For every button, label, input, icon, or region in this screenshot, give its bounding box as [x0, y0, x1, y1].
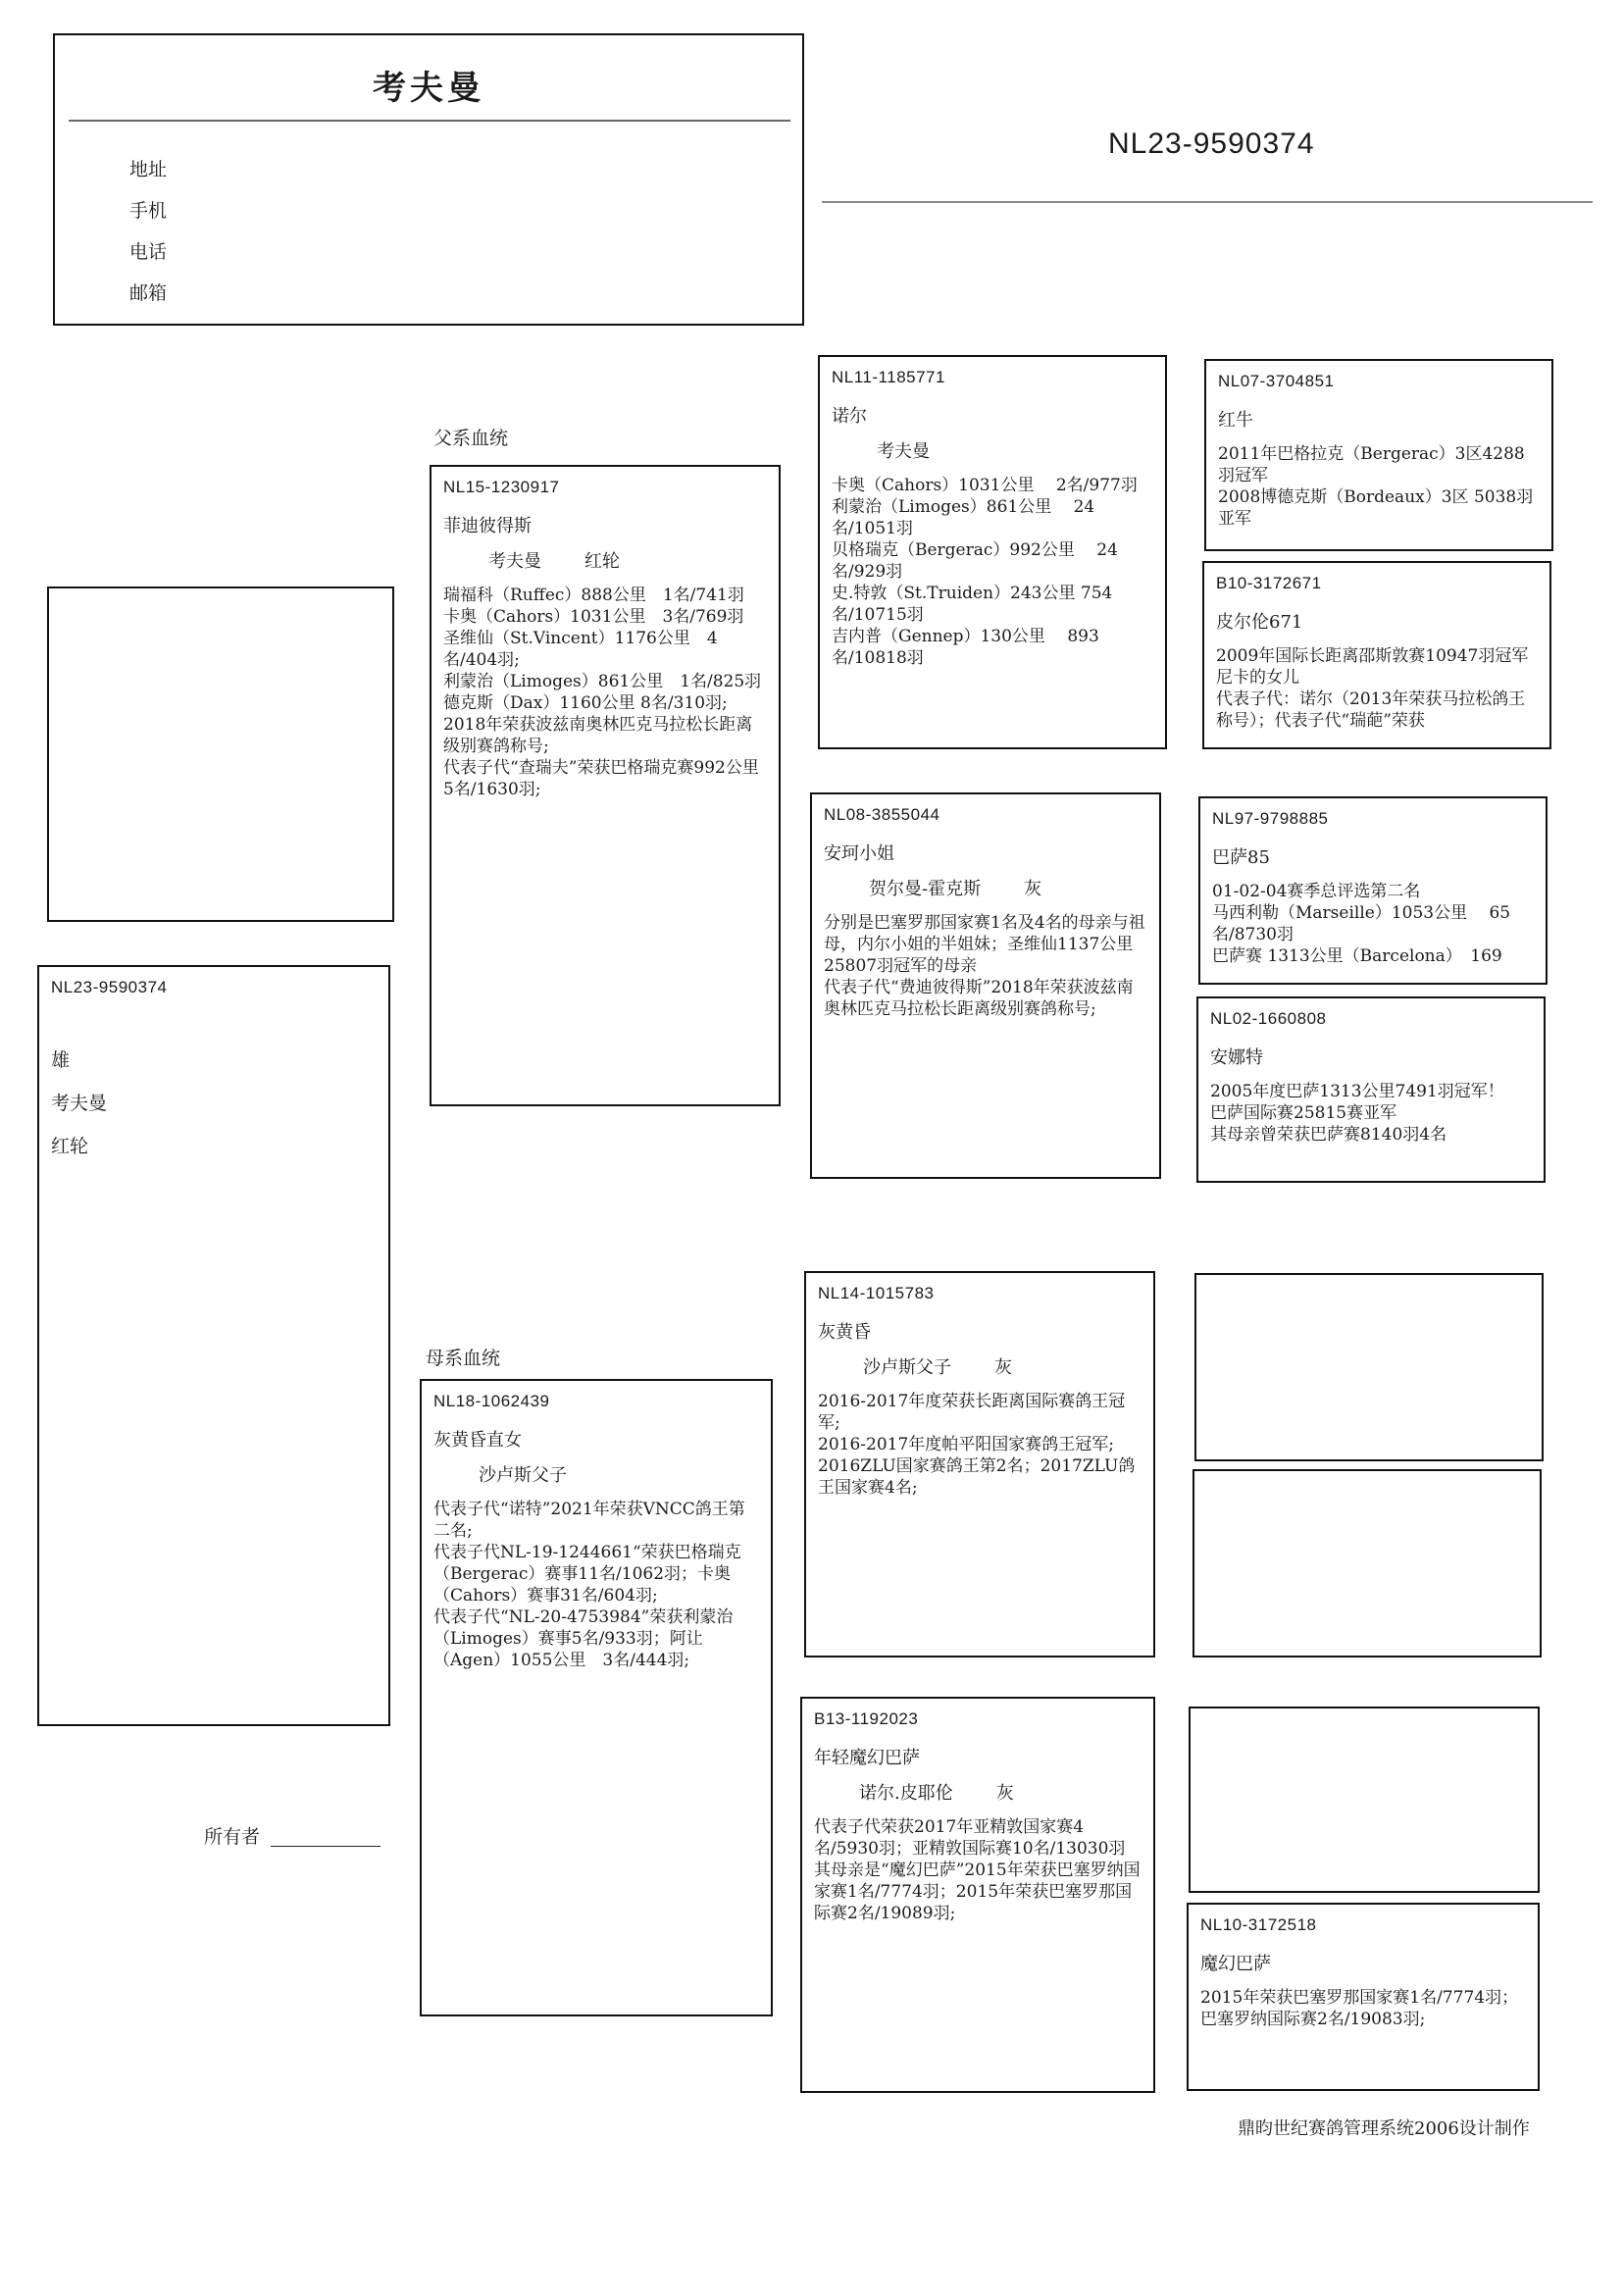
dam-breeder: 沙卢斯父子: [479, 1465, 567, 1486]
subject-breeder: 考夫曼: [51, 1093, 108, 1114]
owner-label: 所有者: [204, 1826, 261, 1848]
sire-sire-achievements: [832, 475, 1153, 669]
dam-section-label: 母系血统: [426, 1348, 501, 1369]
sd-dam-achievements: [1210, 1081, 1532, 1146]
dd-dam-card: [1187, 1903, 1540, 2091]
ss-sire-achievements: [1218, 443, 1540, 530]
sire-sire-breeder: 考夫曼: [877, 441, 930, 462]
achievement: 卡奥（Cahors）1031公里 2名/977羽: [832, 476, 1138, 495]
sire-section-label: 父系血统: [433, 428, 509, 449]
achievement: 代表子代“查瑞夫”荣获巴格瑞克赛992公里5名/1630羽;: [443, 758, 759, 799]
header-ring-rule: [822, 201, 1593, 203]
sire-dam-ring-number: NL08-3855044: [824, 805, 940, 824]
sire-dam-breeder: 贺尔曼-霍克斯: [869, 879, 982, 899]
sd-sire-ring-number: NL97-9798885: [1212, 809, 1329, 828]
sire-breeder: 考夫曼: [488, 551, 541, 572]
email-label: 邮箱: [129, 282, 168, 304]
sire-color: 红轮: [584, 551, 620, 572]
owner-signature-line: [271, 1846, 381, 1847]
sd-dam-ring-number: NL02-1660808: [1210, 1009, 1327, 1028]
footer-credit: 鼎昀世纪赛鸽管理系统2006设计制作: [1238, 2118, 1530, 2139]
achievement: 利蒙治（Limoges）861公里 24名/1051羽: [832, 497, 1095, 538]
achievement: 代表子代“诺特”2021年荣获VNCC鸽王第二名;: [433, 1500, 745, 1541]
achievement: 圣维仙（St.Vincent）1176公里 4名/404羽;: [443, 629, 718, 670]
dam-sire-achievements: [818, 1391, 1142, 1499]
dam-dam-card: [800, 1697, 1155, 2093]
achievement: 2011年巴格拉克（Bergerac）3区4288羽冠军: [1218, 444, 1525, 485]
achievement: 2015年荣获巴塞罗那国家赛1名/7774羽；巴塞罗纳国际赛2名/19083羽;: [1200, 1988, 1519, 2029]
sd-dam-card: [1196, 996, 1546, 1183]
sire-achievements: [443, 585, 767, 800]
sire-dam-name: 安珂小姐: [824, 843, 894, 864]
loft-name: 考夫曼: [373, 69, 484, 108]
ds-sire-card-empty: [1194, 1273, 1544, 1461]
dd-dam-name: 魔幻巴萨: [1200, 1954, 1271, 1974]
achievement: 代表子代：诺尔（2013年荣获马拉松鸽王称号）；代表子代“瑞葩”荣获: [1216, 689, 1526, 731]
achievement: 德克斯（Dax）1160公里 8名/310羽;: [443, 693, 728, 713]
dam-name: 灰黄昏直女: [433, 1430, 522, 1451]
achievement: 01-02-04赛季总评选第二名: [1212, 882, 1421, 901]
achievement: 利蒙治（Limoges）861公里 1名/825羽: [443, 672, 762, 691]
sd-dam-name: 安娜特: [1210, 1047, 1263, 1068]
achievement: 其母亲曾荣获巴萨赛8140羽4名: [1210, 1125, 1447, 1145]
sire-sire-card: [818, 355, 1167, 749]
address-label: 地址: [129, 159, 168, 180]
sire-dam-color: 灰: [1024, 879, 1042, 899]
sd-sire-card: [1198, 796, 1548, 985]
achievement: 其母亲是“魔幻巴萨”2015年荣获巴塞罗纳国家赛1名/7774羽；2015年荣获巴塞罗那国际赛2名/19089羽;: [814, 1861, 1141, 1923]
phone-label: 电话: [129, 241, 168, 263]
achievement: 2016-2017年度荣获长距离国际赛鸽王冠军;: [818, 1392, 1126, 1433]
sire-sire-name: 诺尔: [832, 406, 867, 427]
dd-dam-ring-number: NL10-3172518: [1200, 1915, 1317, 1934]
sd-sire-name: 巴萨85: [1212, 847, 1270, 868]
ss-sire-name: 红牛: [1218, 410, 1253, 431]
achievement: 吉内普（Gennep）130公里 893名/10818羽: [832, 627, 1099, 668]
achievement: 卡奥（Cahors）1031公里 3名/769羽: [443, 607, 744, 627]
dam-ring-number: NL18-1062439: [433, 1392, 550, 1410]
subject-color: 红轮: [51, 1136, 89, 1157]
mobile-label: 手机: [129, 200, 168, 222]
achievement: 瑞福科（Ruffec）888公里 1名/741羽: [443, 586, 744, 605]
dd-dam-achievements: [1200, 1987, 1526, 2030]
ss-dam-card: [1202, 561, 1551, 749]
achievement: 2009年国际长距离邵斯敦赛10947羽冠军尼卡的女儿: [1216, 646, 1529, 688]
subject-ring-number: NL23-9590374: [51, 978, 168, 996]
dam-dam-name: 年轻魔幻巴萨: [814, 1748, 920, 1768]
achievement: 代表子代“费迪彼得斯”2018年荣获波兹南奥林匹克马拉松长距离级别赛鸽称号;: [824, 978, 1134, 1019]
achievement: 巴萨赛 1313公里（Barcelona） 169: [1212, 946, 1502, 966]
sire-dam-card: [810, 792, 1161, 1179]
achievement: 代表子代荣获2017年亚精敦国家赛4名/5930羽；亚精敦国际赛10名/13030羽: [814, 1817, 1126, 1859]
achievement: 马西利勒（Marseille）1053公里 65名/8730羽: [1212, 903, 1511, 944]
dam-sire-card: [804, 1271, 1155, 1657]
ss-dam-name: 皮尔伦671: [1216, 612, 1303, 633]
achievement: 代表子代“NL-20-4753984”荣获利蒙治（Limoges）赛事5名/933羽；阿让（Agen）1055公里 3名/444羽;: [433, 1607, 734, 1670]
ss-dam-ring-number: B10-3172671: [1216, 574, 1322, 592]
dd-sire-card-empty: [1189, 1707, 1540, 1893]
achievement: 2016ZLU国家赛鸽王第2名；2017ZLU鸽王国家赛4名;: [818, 1456, 1136, 1498]
ss-sire-ring-number: NL07-3704851: [1218, 372, 1335, 390]
subject-pigeon-card: [37, 965, 390, 1726]
dam-dam-color: 灰: [995, 1783, 1014, 1804]
dam-dam-achievements: [814, 1816, 1142, 1924]
dam-sire-breeder: 沙卢斯父子: [863, 1357, 951, 1378]
achievement: 贝格瑞克（Bergerac）992公里 24名/929羽: [832, 540, 1118, 582]
achievement: 2016-2017年度帕平阳国家赛鸽王冠军;: [818, 1435, 1114, 1454]
dam-sire-name: 灰黄昏: [818, 1322, 871, 1343]
dam-dam-breeder: 诺尔.皮耶伦: [859, 1783, 953, 1804]
achievement: 巴萨国际赛25815赛亚军: [1210, 1103, 1397, 1123]
header-ring-number: NL23-9590374: [1108, 127, 1315, 160]
ds-dam-card-empty: [1193, 1469, 1542, 1657]
sire-ring-number: NL15-1230917: [443, 478, 560, 496]
sire-dam-achievements: [824, 912, 1147, 1020]
dam-sire-color: 灰: [994, 1357, 1012, 1378]
sire-card: [430, 465, 781, 1106]
dam-achievements: [433, 1499, 759, 1671]
dam-card: [420, 1379, 773, 2016]
achievement: 史.特敦（St.Truiden）243公里 754名/10715羽: [832, 584, 1113, 625]
sd-sire-achievements: [1212, 881, 1534, 967]
ss-dam-achievements: [1216, 645, 1538, 732]
dam-dam-ring-number: B13-1192023: [814, 1709, 919, 1728]
achievement: 2008博德克斯（Bordeaux）3区 5038羽 亚军: [1218, 487, 1534, 529]
header-divider: [69, 120, 790, 122]
sire-name: 菲迪彼得斯: [443, 516, 532, 536]
achievement: 代表子代NL-19-1244661“荣获巴格瑞克（Bergerac）赛事11名/1062羽；卡奥（Cahors）赛事31名/604羽;: [433, 1543, 741, 1606]
achievement: 分别是巴塞罗那国家赛1名及4名的母亲与祖母，内尔小姐的半姐妹；圣维仙1137公里25807羽冠军的母亲: [824, 913, 1145, 976]
sire-sire-ring-number: NL11-1185771: [832, 368, 945, 386]
photo-box: [47, 586, 394, 922]
header-box: [53, 33, 804, 326]
dam-sire-ring-number: NL14-1015783: [818, 1284, 935, 1302]
subject-sex: 雄: [51, 1049, 71, 1071]
achievement: 2018年荣获波兹南奥林匹克马拉松长距离级别赛鸽称号;: [443, 715, 753, 756]
achievement: 2005年度巴萨1313公里7491羽冠军！: [1210, 1082, 1504, 1101]
ss-sire-card: [1204, 359, 1553, 551]
